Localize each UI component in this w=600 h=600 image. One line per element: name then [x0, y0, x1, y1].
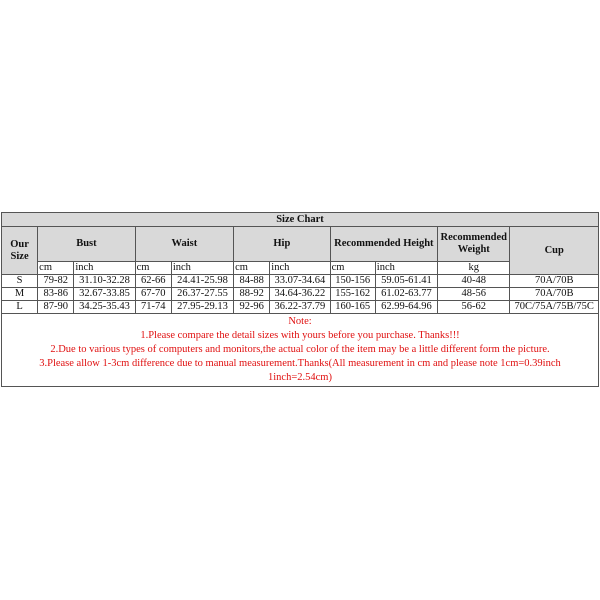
weight-header: Recommended Weight [438, 227, 510, 262]
waist-cm-cell: 71-74 [135, 301, 171, 314]
bust-inch-cell: 34.25-35.43 [74, 301, 135, 314]
size-cell: L [2, 301, 38, 314]
cup-cell: 70C/75A/75B/75C [510, 301, 599, 314]
waist-cm-cell: 67-70 [135, 288, 171, 301]
weight-cell: 40-48 [438, 275, 510, 288]
bust-cm-cell: 83-86 [38, 288, 74, 301]
bust-cm-cell: 87-90 [38, 301, 74, 314]
table-row [2, 301, 599, 314]
hip-header: Hip [234, 227, 330, 262]
height-inch-cell: 59.05-61.41 [375, 275, 437, 288]
waist-inch-unit: inch [171, 262, 233, 275]
height-cm-cell: 150-156 [330, 275, 375, 288]
waist-header: Waist [135, 227, 233, 262]
height-header: Recommended Height [330, 227, 438, 262]
bust-header: Bust [38, 227, 135, 262]
hip-cm-cell: 88-92 [234, 288, 270, 301]
weight-cell: 48-56 [438, 288, 510, 301]
size-chart-table [1, 212, 599, 387]
chart-title: Size Chart [2, 213, 599, 227]
bust-inch-unit: inch [74, 262, 135, 275]
height-cm-unit: cm [330, 262, 375, 275]
waist-cm-unit: cm [135, 262, 171, 275]
weight-cell: 56-62 [438, 301, 510, 314]
note-block [2, 314, 599, 387]
bust-inch-cell: 31.10-32.28 [74, 275, 135, 288]
waist-cm-cell: 62-66 [135, 275, 171, 288]
waist-inch-cell: 24.41-25.98 [171, 275, 233, 288]
table-row [2, 275, 599, 288]
note-line-1: 1.Please compare the detail sizes with yours before you purchase. Thanks!!! [140, 330, 460, 341]
height-cm-cell: 160-165 [330, 301, 375, 314]
weight-kg-unit: kg [438, 262, 510, 275]
size-header: Our Size [2, 227, 38, 275]
note-line-2: 2.Due to various types of computers and monitors,the actual color of the item may be a little different form the picture. [50, 344, 550, 355]
hip-cm-cell: 92-96 [234, 301, 270, 314]
size-cell: S [2, 275, 38, 288]
header-row [2, 227, 599, 262]
bust-cm-cell: 79-82 [38, 275, 74, 288]
hip-inch-unit: inch [270, 262, 330, 275]
waist-inch-cell: 26.37-27.55 [171, 288, 233, 301]
height-inch-unit: inch [375, 262, 437, 275]
cup-cell: 70A/70B [510, 275, 599, 288]
title-row [2, 213, 599, 227]
height-inch-cell: 62.99-64.96 [375, 301, 437, 314]
height-inch-cell: 61.02-63.77 [375, 288, 437, 301]
cup-cell: 70A/70B [510, 288, 599, 301]
bust-inch-cell: 32.67-33.85 [74, 288, 135, 301]
cup-header: Cup [510, 227, 599, 275]
size-cell: M [2, 288, 38, 301]
table-row [2, 288, 599, 301]
hip-inch-cell: 34.64-36.22 [270, 288, 330, 301]
hip-inch-cell: 33.07-34.64 [270, 275, 330, 288]
bust-cm-unit: cm [38, 262, 74, 275]
hip-cm-cell: 84-88 [234, 275, 270, 288]
note-title: Note: [288, 316, 312, 327]
waist-inch-cell: 27.95-29.13 [171, 301, 233, 314]
unit-row [2, 262, 599, 275]
height-cm-cell: 155-162 [330, 288, 375, 301]
hip-cm-unit: cm [234, 262, 270, 275]
note-line-3: 3.Please allow 1-3cm difference due to manual measurement.Thanks(All measurement in cm and please note 1cm=0.39inch 1inch=2.54cm) [39, 358, 561, 383]
note-row [2, 314, 599, 387]
hip-inch-cell: 36.22-37.79 [270, 301, 330, 314]
